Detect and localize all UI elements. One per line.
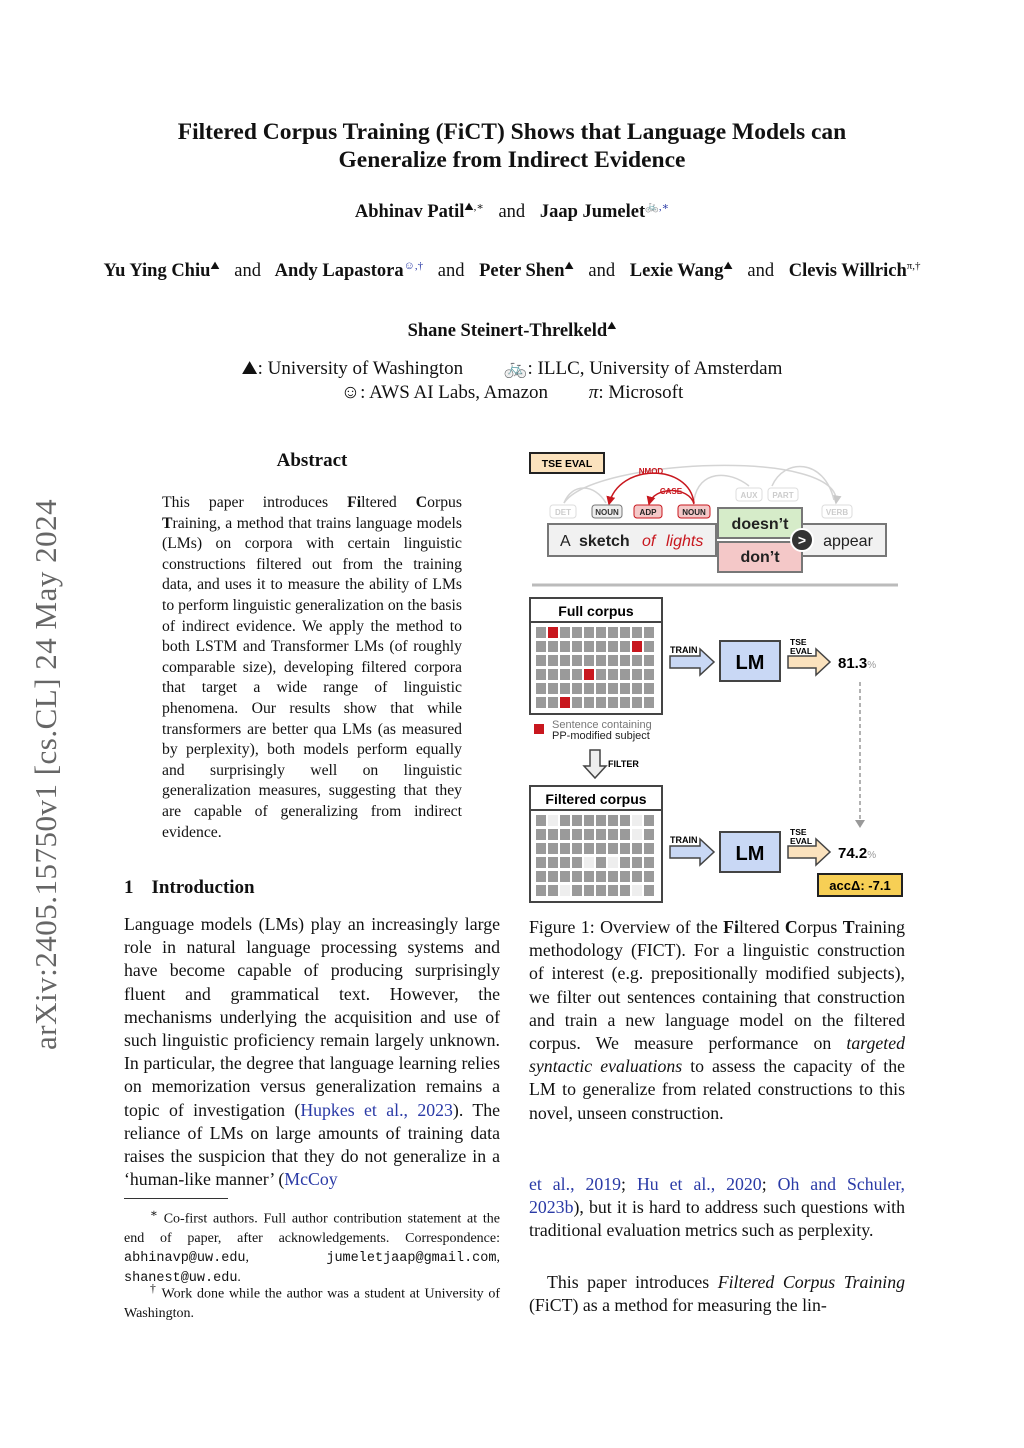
- tse-eval-label: TSE EVAL: [541, 458, 593, 470]
- svg-text:LM: LM: [735, 652, 765, 674]
- corpus-sentence-cell: [548, 871, 558, 882]
- corpus-sentence-cell: [608, 627, 618, 638]
- corpus-sentence-cell: [608, 655, 618, 666]
- full-corpus-label: Full corpus: [558, 603, 634, 619]
- corpus-sentence-cell: [584, 669, 594, 680]
- and-text: and: [234, 261, 261, 282]
- corpus-sentence-cell: [536, 641, 546, 652]
- sentence-word: lights: [666, 533, 704, 550]
- section-heading: 1 Introduction: [124, 877, 255, 898]
- corpus-sentence-cell: [596, 627, 606, 638]
- author-mark: ⛰,∗: [464, 201, 484, 213]
- svg-text:don’t: don’t: [740, 549, 780, 566]
- corpus-sentence-cell: [632, 829, 642, 840]
- corpus-sentence-cell: [620, 627, 630, 638]
- corpus-sentence-cell: [572, 683, 582, 694]
- svg-text:>: >: [797, 532, 807, 548]
- corpus-sentence-cell: [644, 683, 654, 694]
- figure-caption: Figure 1: Overview of the Filtered Corpus Training methodology (FICT). For a linguistic construction of interest (e.g. prepositionally modified subjects), we filter out sentences containing that construction and train a new language model on the filtered corpus. We measure performance on targeted syntactic evaluations to assess the capacity of the LM to generalize from related constructions to this novel, unseen construction.: [529, 917, 905, 1123]
- corpus-sentence-cell: [632, 871, 642, 882]
- author-name: Andy Lapastora: [274, 261, 404, 282]
- corpus-sentence-cell: [548, 669, 558, 680]
- author-mark: 🚲,∗: [645, 201, 670, 213]
- corpus-sentence-cell: [608, 815, 618, 826]
- author-mark: ☺,†: [403, 260, 424, 272]
- figure-1-svg: [524, 448, 914, 908]
- author-mark: ⛰: [210, 260, 220, 272]
- abstract-heading: Abstract: [276, 450, 348, 471]
- corpus-sentence-cell: [536, 843, 546, 854]
- author-name: Shane Steinert-Threlkeld: [407, 321, 608, 342]
- nmod-label: NMOD: [638, 467, 664, 476]
- case-label: CASE: [659, 487, 683, 496]
- svg-text:VERB: VERB: [825, 508, 849, 517]
- and-text: and: [437, 261, 465, 282]
- corpus-sentence-cell: [632, 655, 642, 666]
- corpus-sentence-cell: [584, 627, 594, 638]
- corpus-sentence-cell: [620, 885, 630, 896]
- svg-text:NOUN: NOUN: [682, 508, 706, 517]
- corpus-sentence-cell: [596, 683, 606, 694]
- corpus-sentence-cell: [608, 885, 618, 896]
- author-name: Lexie Wang: [629, 261, 724, 282]
- svg-text:ADP: ADP: [639, 508, 657, 517]
- footnote-1: ∗ Co-first authors. Full author contribution statement at the end of paper, after acknowledgements. Correspondence: abhinavp@uw.edu, jumeletjaap@gmail.com, shanest@uw.edu.: [124, 1207, 500, 1286]
- corpus-sentence-cell: [584, 829, 594, 840]
- mountain-icon: ⛰: [241, 358, 258, 379]
- corpus-sentence-cell: [644, 885, 654, 896]
- corpus-sentence-cell: [584, 697, 594, 708]
- citation-link[interactable]: et al., 2019: [529, 1174, 622, 1194]
- svg-text:PART: PART: [772, 491, 794, 500]
- eval-label: EVAL: [790, 646, 813, 656]
- corpus-sentence-cell: [536, 885, 546, 896]
- title-line-1: Filtered Corpus Training (FiCT) Shows that Language Models can: [177, 119, 847, 145]
- corpus-sentence-cell: [560, 655, 570, 666]
- corpus-sentence-cell: [572, 815, 582, 826]
- corpus-sentence-cell: [572, 871, 582, 882]
- corpus-sentence-cell: [572, 669, 582, 680]
- corpus-sentence-cell: [620, 683, 630, 694]
- affiliation-illc: : ILLC, University of Amsterdam: [527, 358, 783, 379]
- and-text: and: [747, 261, 775, 282]
- corpus-sentence-cell: [608, 683, 618, 694]
- corpus-sentence-cell: [548, 857, 558, 868]
- corpus-sentence-cell: [644, 857, 654, 868]
- corpus-sentence-cell: [536, 857, 546, 868]
- corpus-sentence-cell: [584, 683, 594, 694]
- figure-1: [524, 448, 914, 908]
- pi-symbol: π: [588, 382, 599, 403]
- svg-text:doesn’t: doesn’t: [731, 516, 789, 533]
- corpus-sentence-cell: [644, 655, 654, 666]
- corpus-sentence-cell: [596, 885, 606, 896]
- filter-arrow: [584, 750, 606, 778]
- sentence-word: of: [642, 533, 656, 550]
- corpus-sentence-cell: [560, 627, 570, 638]
- corpus-sentence-cell: [548, 843, 558, 854]
- corpus-sentence-cell: [572, 641, 582, 652]
- corpus-sentence-cell: [632, 641, 642, 652]
- corpus-sentence-cell: [560, 871, 570, 882]
- corpus-sentence-cell: [536, 697, 546, 708]
- corpus-sentence-cell: [560, 815, 570, 826]
- svg-text:AUX: AUX: [740, 491, 758, 500]
- corpus-sentence-cell: [548, 885, 558, 896]
- legend-swatch: [534, 724, 544, 734]
- affiliation-microsoft: : Microsoft: [598, 382, 684, 403]
- corpus-sentence-cell: [548, 655, 558, 666]
- corpus-sentence-cell: [620, 857, 630, 868]
- dashed-arrowhead: [855, 820, 865, 828]
- sentence-word: A: [560, 533, 571, 550]
- corpus-sentence-cell: [596, 655, 606, 666]
- corpus-sentence-cell: [632, 857, 642, 868]
- and-text: and: [498, 202, 526, 223]
- corpus-sentence-cell: [644, 871, 654, 882]
- corpus-sentence-cell: [584, 843, 594, 854]
- corpus-sentence-cell: [548, 697, 558, 708]
- svg-text:DET: DET: [555, 508, 571, 517]
- corpus-sentence-cell: [608, 669, 618, 680]
- corpus-sentence-cell: [572, 627, 582, 638]
- corpus-sentence-cell: [572, 843, 582, 854]
- intro-paragraph: Language models (LMs) play an increasingly large role in natural language processing systems and have become capable of producing surprisingly fluent and grammatical text. However, the mechanisms underlying the acquisition and use of such linguistic proficiency remain largely unknown. In particular, the degree that language learning relies on memorization versus generalization remains a topic of investigation (Hupkes et al., 2023). The reliance of LMs on large amounts of training data raises the suspicion that they do not generalize in a ‘human-like manner’ (McCoy: [124, 914, 500, 1190]
- corpus-sentence-cell: [548, 641, 558, 652]
- corpus-sentence-cell: [632, 697, 642, 708]
- corpus-sentence-cell: [608, 641, 618, 652]
- corpus-sentence-cell: [632, 885, 642, 896]
- corpus-sentence-cell: [632, 843, 642, 854]
- corpus-sentence-cell: [644, 843, 654, 854]
- filtered-score: 74.2%: [838, 845, 877, 862]
- corpus-sentence-cell: [620, 829, 630, 840]
- author-row-1: [60, 200, 964, 223]
- intro-continuation: et al., 2019; Hu et al., 2020; Oh and Schuler, 2023b), but it is hard to address such questions with traditional evaluation metrics such as perplexity.: [529, 1174, 905, 1241]
- corpus-sentence-cell: [572, 857, 582, 868]
- smiley-icon: ☺: [340, 382, 361, 403]
- corpus-sentence-cell: [620, 871, 630, 882]
- corpus-sentence-cell: [596, 697, 606, 708]
- corpus-sentence-cell: [632, 669, 642, 680]
- corpus-sentence-cell: [536, 871, 546, 882]
- affiliations-line-1: [160, 357, 864, 381]
- citation-link[interactable]: Hupkes et al., 2023: [300, 1099, 453, 1120]
- corpus-sentence-cell: [536, 815, 546, 826]
- email-link[interactable]: jumeletjaap@gmail.com: [326, 1250, 497, 1266]
- filter-label: FILTER: [608, 759, 639, 769]
- corpus-sentence-cell: [560, 641, 570, 652]
- author-name: Yu Ying Chiu: [103, 261, 211, 282]
- citation-link[interactable]: McCoy: [284, 1169, 338, 1190]
- corpus-sentence-cell: [596, 843, 606, 854]
- sentence-word: appear: [823, 533, 873, 550]
- footnote-rule: [124, 1198, 228, 1199]
- corpus-sentence-cell: [596, 829, 606, 840]
- corpus-sentence-cell: [620, 641, 630, 652]
- citation-link[interactable]: Oh and Schuler, 2023b: [529, 1174, 905, 1218]
- corpus-sentence-cell: [548, 683, 558, 694]
- corpus-sentence-cell: [548, 829, 558, 840]
- corpus-sentence-cell: [644, 641, 654, 652]
- author-mark: ⛰: [564, 260, 574, 272]
- corpus-sentence-cell: [560, 669, 570, 680]
- corpus-sentence-cell: [608, 857, 618, 868]
- author-row-2: [60, 260, 964, 282]
- full-score: 81.3%: [838, 655, 877, 672]
- corpus-sentence-cell: [608, 829, 618, 840]
- corpus-sentence-cell: [536, 683, 546, 694]
- abstract-body: This paper introduces Filtered Corpus Training, a method that trains language models (LMs) on corpora with certain linguistic constructions filtered out from the training data, and uses it to measure the ability of LMs to perform linguistic generalization on the basis of indirect evidence. We apply the method to both LSTM and Transformer LMs (of roughly comparable size), developing filtered corpora that target a wide range of linguistic phenomena. Our results show that while transformers are better qua LMs (as measured by perplexity), both models perform equally and surprisingly well on linguistic generalization measures, suggesting that they are capable of generalizing from indirect evidence.: [162, 494, 462, 841]
- corpus-sentence-cell: [632, 683, 642, 694]
- bicycle-icon: 🚲: [503, 358, 528, 379]
- sentence-word: sketch: [579, 533, 630, 550]
- citation-link[interactable]: Hu et al., 2020: [636, 1174, 762, 1194]
- paper-title: [80, 118, 944, 174]
- train-label: TRAIN: [670, 835, 698, 845]
- corpus-sentence-cell: [644, 829, 654, 840]
- corpus-sentence-cell: [596, 815, 606, 826]
- corpus-sentence-cell: [620, 843, 630, 854]
- eval-label: EVAL: [790, 836, 813, 846]
- corpus-sentence-cell: [620, 669, 630, 680]
- affiliation-uw: : University of Washington: [257, 358, 464, 379]
- svg-text:LM: LM: [735, 843, 765, 865]
- corpus-sentence-cell: [572, 697, 582, 708]
- author-name: Clevis Willrich: [788, 261, 907, 282]
- footnote-2: † Work done while the author was a student at University of Washington.: [124, 1282, 500, 1321]
- corpus-sentence-cell: [596, 871, 606, 882]
- author-row-3: [60, 320, 964, 342]
- corpus-sentence-cell: [644, 627, 654, 638]
- author-name: Peter Shen: [479, 261, 565, 282]
- author-mark: π,†: [906, 260, 921, 272]
- corpus-sentence-cell: [572, 885, 582, 896]
- corpus-sentence-cell: [620, 697, 630, 708]
- corpus-sentence-cell: [608, 871, 618, 882]
- corpus-sentence-cell: [584, 885, 594, 896]
- corpus-sentence-cell: [596, 641, 606, 652]
- corpus-sentence-cell: [608, 697, 618, 708]
- corpus-sentence-cell: [584, 871, 594, 882]
- corpus-sentence-cell: [560, 885, 570, 896]
- corpus-sentence-cell: [560, 697, 570, 708]
- affiliations-line-2: [160, 381, 864, 405]
- legend-line-2: PP-modified subject: [552, 730, 650, 742]
- corpus-sentence-cell: [632, 815, 642, 826]
- corpus-sentence-cell: [560, 843, 570, 854]
- train-label: TRAIN: [670, 645, 698, 655]
- arxiv-identifier: arXiv:2405.15750v1 [cs.CL] 24 May 2024: [28, 498, 63, 1050]
- corpus-sentence-cell: [548, 627, 558, 638]
- author-mark: ⛰: [723, 260, 733, 272]
- corpus-sentence-cell: [572, 829, 582, 840]
- legend-line-1: Sentence containing: [552, 719, 652, 731]
- and-text: and: [588, 261, 616, 282]
- corpus-sentence-cell: [596, 669, 606, 680]
- corpus-sentence-cell: [536, 627, 546, 638]
- corpus-sentence-cell: [644, 697, 654, 708]
- corpus-sentence-cell: [572, 655, 582, 666]
- corpus-sentence-cell: [644, 669, 654, 680]
- corpus-sentence-cell: [608, 843, 618, 854]
- author-name: Jaap Jumelet: [539, 202, 646, 223]
- corpus-sentence-cell: [536, 669, 546, 680]
- tse-label: TSE: [790, 637, 807, 647]
- corpus-sentence-cell: [584, 641, 594, 652]
- corpus-sentence-cell: [632, 627, 642, 638]
- email-link[interactable]: shanest@uw.edu: [124, 1270, 238, 1286]
- corpus-sentence-cell: [584, 655, 594, 666]
- corpus-sentence-cell: [560, 857, 570, 868]
- corpus-sentence-cell: [560, 683, 570, 694]
- corpus-sentence-cell: [536, 829, 546, 840]
- intro-paragraph-2: This paper introduces Filtered Corpus Training (FiCT) as a method for measuring the lin-: [529, 1272, 905, 1316]
- title-line-2: Generalize from Indirect Evidence: [338, 147, 686, 173]
- tse-label: TSE: [790, 827, 807, 837]
- author-name: Abhinav Patil: [354, 202, 465, 223]
- corpus-sentence-cell: [596, 857, 606, 868]
- email-link[interactable]: abhinavp@uw.edu: [124, 1250, 246, 1266]
- svg-text:accΔ: -7.1: accΔ: -7.1: [829, 878, 891, 893]
- author-mark: ⛰: [607, 320, 617, 332]
- affiliation-aws: : AWS AI Labs, Amazon: [360, 382, 549, 403]
- corpus-sentence-cell: [560, 829, 570, 840]
- corpus-sentence-cell: [584, 815, 594, 826]
- svg-text:NOUN: NOUN: [595, 508, 619, 517]
- filtered-corpus-label: Filtered corpus: [545, 791, 647, 807]
- corpus-sentence-cell: [584, 857, 594, 868]
- corpus-sentence-cell: [548, 815, 558, 826]
- corpus-sentence-cell: [644, 815, 654, 826]
- corpus-sentence-cell: [536, 655, 546, 666]
- corpus-sentence-cell: [620, 815, 630, 826]
- corpus-sentence-cell: [620, 655, 630, 666]
